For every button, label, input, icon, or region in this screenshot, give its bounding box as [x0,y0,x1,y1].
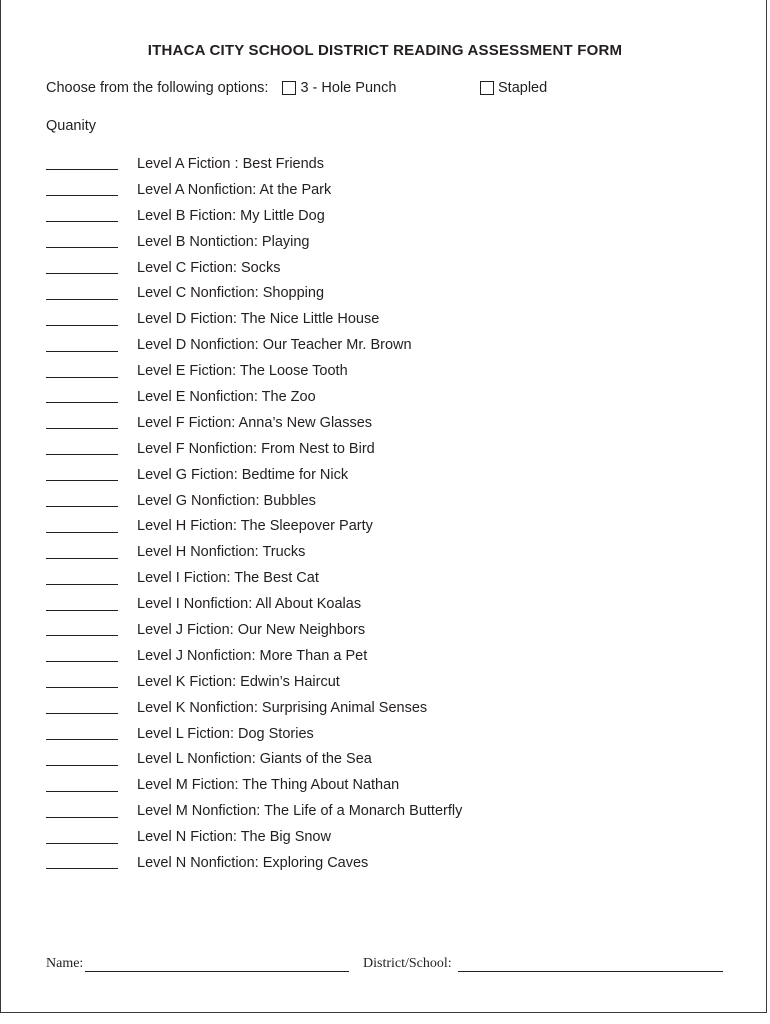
quantity-input[interactable] [46,231,118,248]
book-title: Level F Fiction: Anna’s New Glasses [137,414,373,431]
book-row [46,462,462,488]
book-row [46,306,462,332]
signature-footer [46,954,726,974]
district-school-field[interactable] [458,954,723,972]
quantity-input[interactable] [46,386,118,403]
book-title: Level K Fiction: Edwin’s Haircut [137,673,340,690]
book-row [46,565,462,591]
book-row [46,203,462,229]
quantity-input[interactable] [46,749,118,766]
book-row [46,772,462,798]
quantity-input[interactable] [46,309,118,326]
quantity-input[interactable] [46,827,118,844]
book-row [46,721,462,747]
book-title: Level D Nonfiction: Our Teacher Mr. Brown [137,337,412,354]
quantity-input[interactable] [46,412,118,429]
book-row [46,539,462,565]
quantity-input[interactable] [46,775,118,792]
quantity-input[interactable] [46,490,118,507]
book-row [46,151,462,177]
book-title: Level B Fiction: My Little Dog [137,207,325,224]
hole-punch-checkbox[interactable] [282,81,296,95]
book-title: Level M Fiction: The Thing About Nathan [137,777,400,794]
book-row [46,746,462,772]
quantity-input[interactable] [46,645,118,662]
form-title: ITHACA CITY SCHOOL DISTRICT READING ASSESSMENT FORM [147,42,623,59]
name-label: Name: [46,956,84,971]
book-row [46,332,462,358]
book-row [46,410,462,436]
quantity-input[interactable] [46,335,118,352]
quantity-input[interactable] [46,283,118,300]
book-title: Level B Nontiction: Playing [137,233,310,250]
quantity-input[interactable] [46,723,118,740]
quantity-input[interactable] [46,257,118,274]
book-row [46,695,462,721]
quantity-input[interactable] [46,801,118,818]
quantity-input[interactable] [46,697,118,714]
book-title: Level N Nonfiction: Exploring Caves [137,854,369,871]
book-title: Level I Nonfiction: All About Koalas [137,596,362,613]
option-hole-punch[interactable] [282,80,396,96]
book-row [46,824,462,850]
book-title: Level A Nonfiction: At the Park [137,181,332,198]
quantity-input[interactable] [46,205,118,222]
book-title: Level K Nonfiction: Surprising Animal Senses [137,699,428,716]
quantity-input[interactable] [46,516,118,533]
book-row [46,488,462,514]
book-row [46,513,462,539]
book-title: Level A Fiction : Best Friends [137,155,324,172]
book-row [46,384,462,410]
book-title: Level E Fiction: The Loose Tooth [137,363,348,380]
quantity-input[interactable] [46,594,118,611]
book-title: Level J Fiction: Our New Neighbors [137,621,366,638]
book-title: Level N Fiction: The Big Snow [137,829,331,846]
book-title: Level E Nonfiction: The Zoo [137,388,316,405]
book-row [46,591,462,617]
book-row [46,358,462,384]
book-title: Level J Nonfiction: More Than a Pet [137,647,368,664]
book-row [46,255,462,281]
quantity-column-label: Quanity [46,118,96,134]
options-row [46,80,548,96]
name-field[interactable] [85,954,349,972]
book-title: Level F Nonfiction: From Nest to Bird [137,440,375,457]
book-title: Level G Nonfiction: Bubbles [137,492,316,509]
hole-punch-label: 3 - Hole Punch [300,80,397,96]
book-title: Level M Nonfiction: The Life of a Monarch Butterfly [137,803,463,820]
stapled-label: Stapled [498,80,548,96]
book-row [46,669,462,695]
stapled-checkbox[interactable] [480,81,494,95]
quantity-input[interactable] [46,568,118,585]
book-row [46,617,462,643]
district-school-label: District/School: [363,956,452,971]
quantity-input[interactable] [46,153,118,170]
book-title: Level H Fiction: The Sleepover Party [137,518,373,535]
option-stapled[interactable] [480,80,547,96]
quantity-input[interactable] [46,852,118,869]
options-prompt: Choose from the following options: [46,80,269,96]
quantity-input[interactable] [46,464,118,481]
book-row [46,280,462,306]
book-title: Level C Nonfiction: Shopping [137,285,325,302]
quantity-input[interactable] [46,619,118,636]
quantity-input[interactable] [46,542,118,559]
book-row [46,798,462,824]
book-title: Level C Fiction: Socks [137,259,281,276]
quantity-input[interactable] [46,179,118,196]
book-row [46,436,462,462]
book-title: Level H Nonfiction: Trucks [137,544,306,561]
quantity-input[interactable] [46,671,118,688]
book-title: Level L Nonfiction: Giants of the Sea [137,751,372,768]
quantity-input[interactable] [46,438,118,455]
book-list [46,151,462,876]
book-title: Level I Fiction: The Best Cat [137,570,319,587]
book-title: Level L Fiction: Dog Stories [137,725,314,742]
book-row [46,643,462,669]
book-row [46,229,462,255]
book-row [46,850,462,876]
book-title: Level D Fiction: The Nice Little House [137,311,380,328]
book-row [46,177,462,203]
book-title: Level G Fiction: Bedtime for Nick [137,466,349,483]
quantity-input[interactable] [46,361,118,378]
